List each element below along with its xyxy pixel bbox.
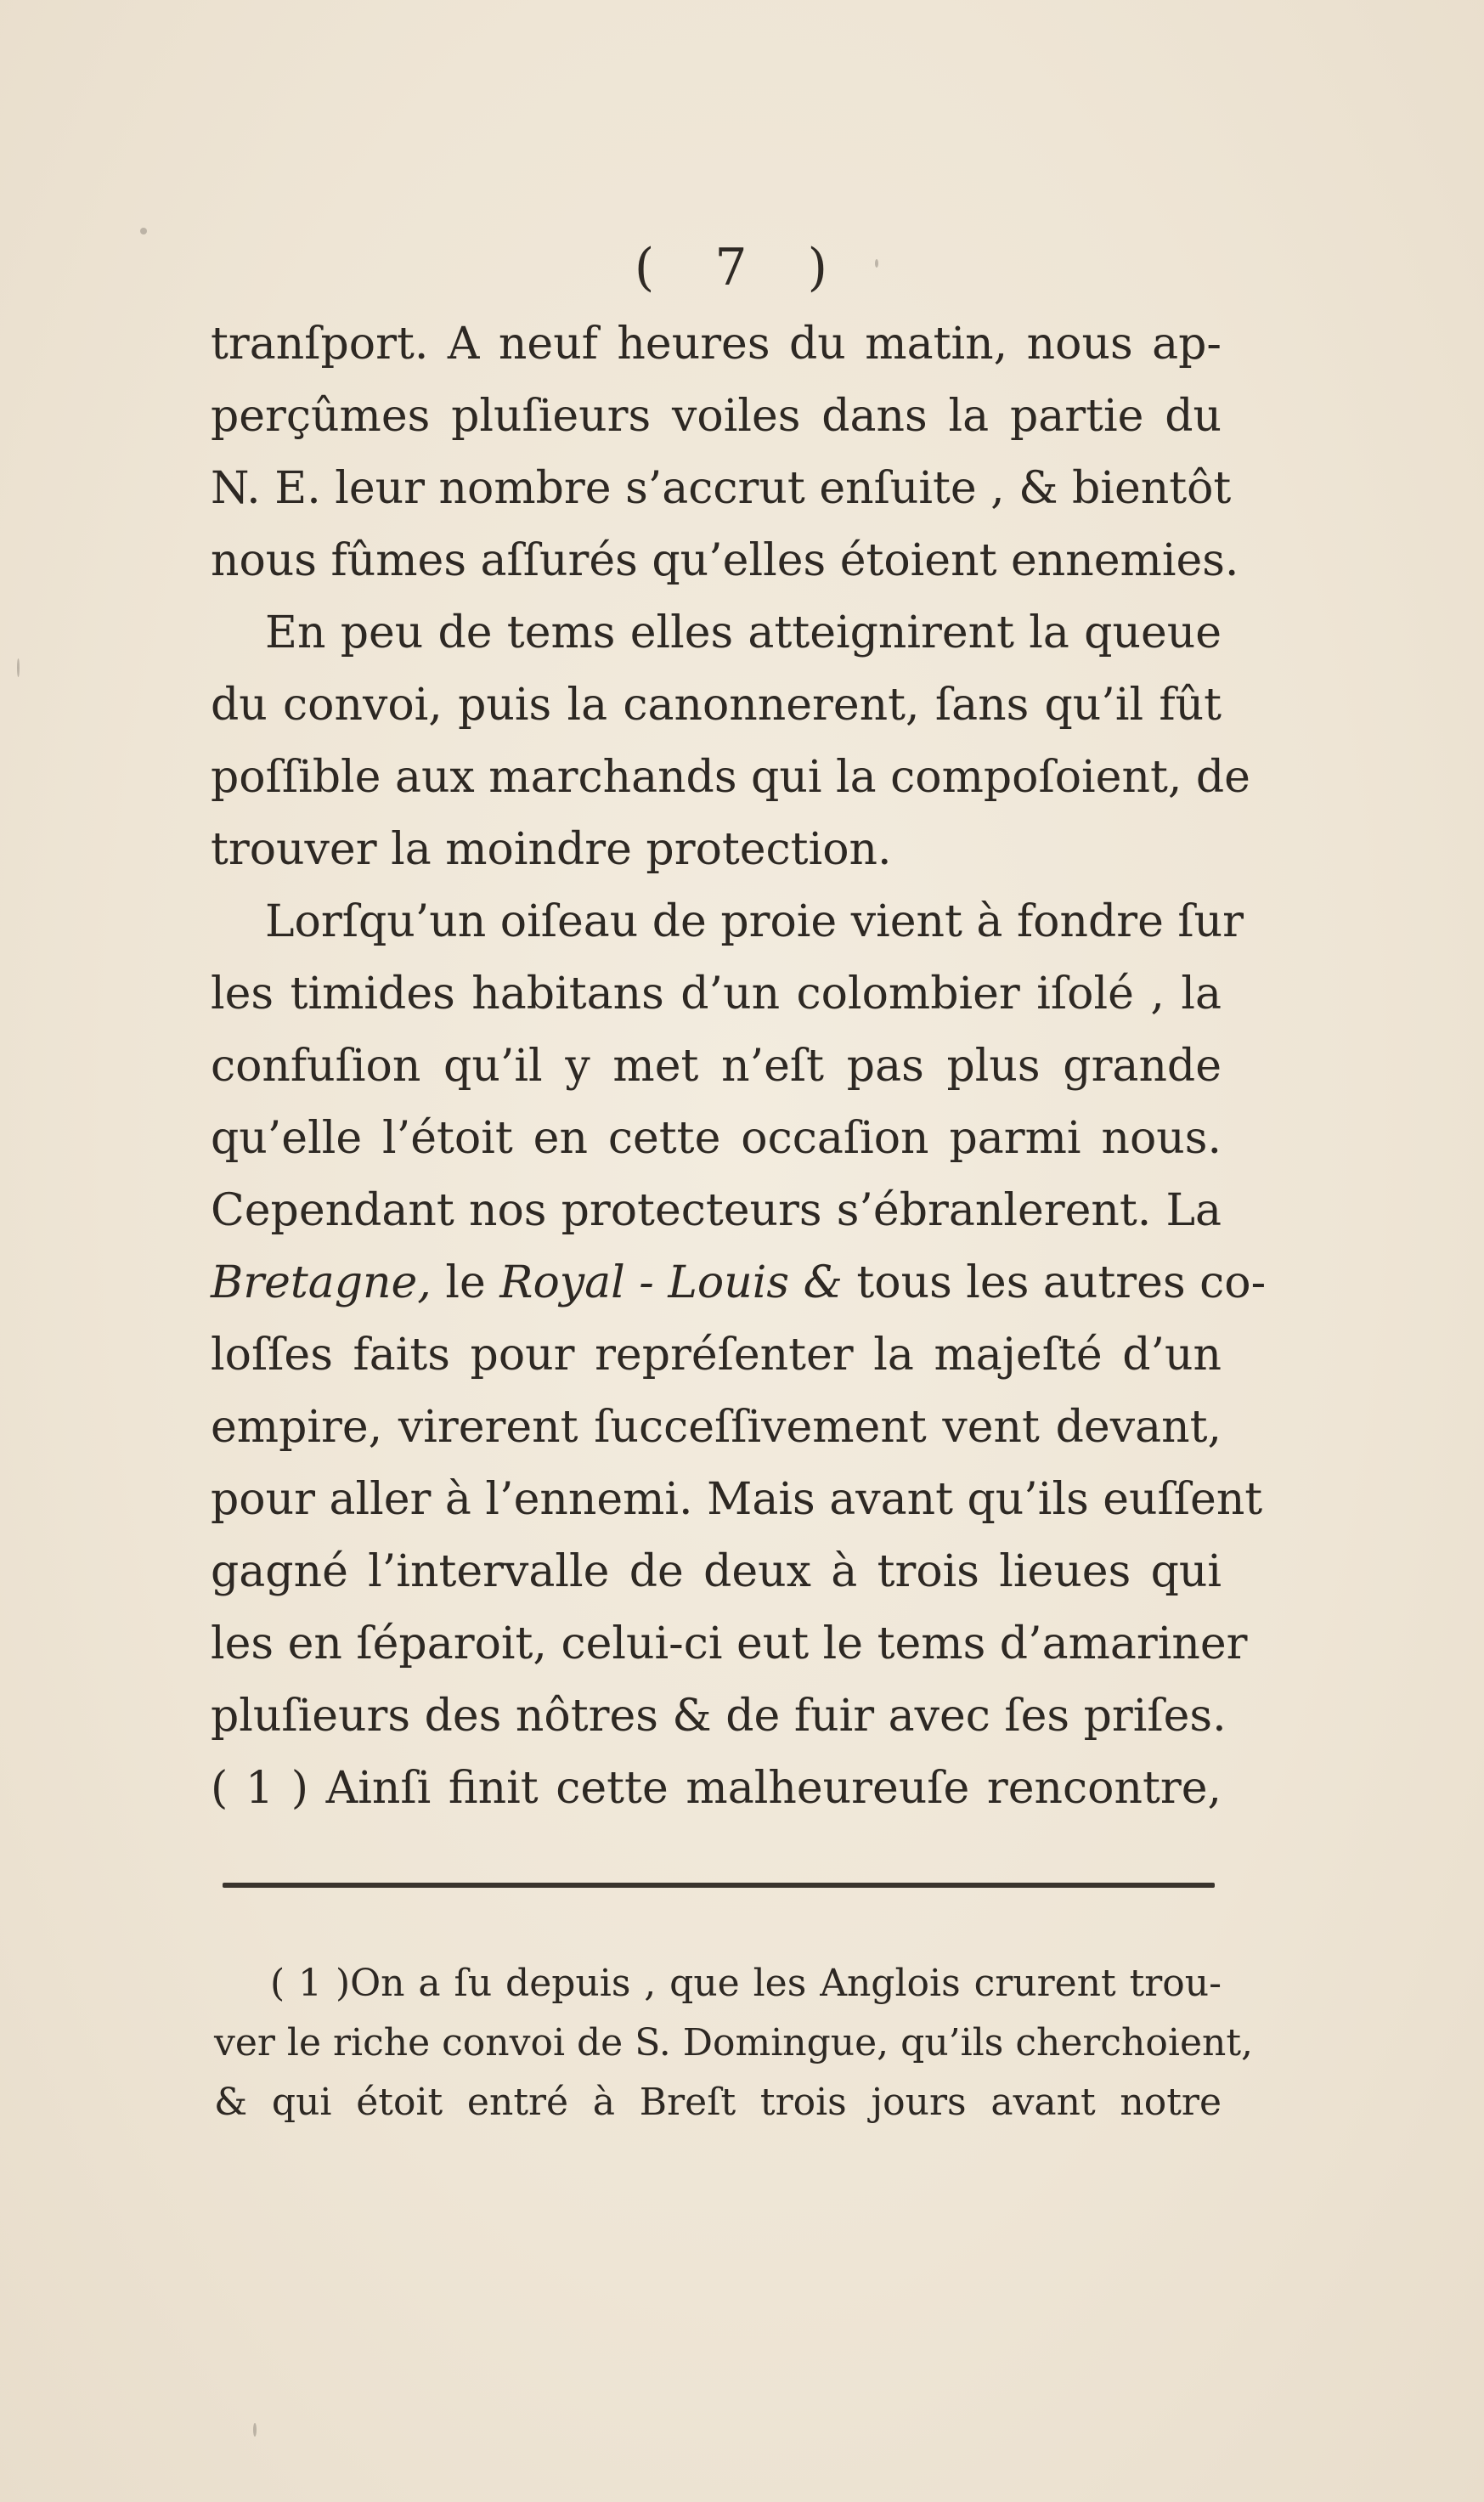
footnote-line: & qui étoit entré à Breſt trois jours avant notre — [214, 2081, 1222, 2124]
text-line-mixed — [211, 1247, 1267, 1319]
text-line: pluſieurs des nôtres & de fuir avec ſes priſes. — [211, 1691, 1227, 1742]
text-line: trouver la moindre protection. — [211, 824, 892, 875]
text-line: les timides habitans d’un colombier iſolé , la — [211, 969, 1222, 1019]
text-fragment: le — [445, 1257, 486, 1308]
text-line: nous fûmes aſſurés qu’elles étoient ennemies. — [211, 535, 1239, 586]
ship-name-bretagne: Bretagne, — [211, 1257, 432, 1308]
paper-speck — [875, 259, 878, 268]
footnote-line: ( 1 )On a ſu depuis , que les Anglois crurent trou- — [270, 1962, 1222, 2005]
paper-speck — [140, 228, 147, 234]
text-line: poſſible aux marchands qui la compoſoient, de — [211, 752, 1250, 803]
paper-speck — [253, 2423, 257, 2437]
text-line: pour aller à l’ennemi. Mais avant qu’ils euſſent — [211, 1474, 1263, 1525]
text-line: loſſes faits pour repréſenter la majeſté d’un — [211, 1330, 1222, 1381]
text-line: qu’elle l’étoit en cette occaſion parmi nous. — [211, 1113, 1222, 1164]
text-line: Lorſqu’un oiſeau de proie vient à fondre ſur — [265, 896, 1244, 947]
footnote — [214, 1954, 1253, 2132]
text-line: En peu de tems elles atteignirent la queue — [265, 607, 1222, 658]
paper-speck — [17, 658, 20, 677]
text-line: Cependant nos protecteurs s’ébranlerent. La — [211, 1185, 1222, 1236]
footnote-divider — [223, 1883, 1215, 1888]
page-number-header: ( 7 ) — [634, 238, 850, 297]
text-line: perçûmes pluſieurs voiles dans la partie du — [211, 391, 1222, 442]
text-fragment: tous les autres co- — [856, 1257, 1267, 1308]
text-line: les en ſéparoit, celui-ci eut le tems d’amariner — [211, 1618, 1248, 1669]
main-text — [211, 308, 1267, 1825]
footnote-line: ver le riche convoi de S. Domingue, qu’ils cherchoient, — [214, 2021, 1253, 2064]
text-line: N. E. leur nombre s’accrut enſuite , & bientôt — [211, 463, 1232, 514]
text-line: gagné l’intervalle de deux à trois lieues qui — [211, 1546, 1222, 1597]
text-line: ( 1 ) Ainſi finit cette malheureuſe rencontre, — [211, 1763, 1222, 1814]
text-line: du convoi, puis la canonnerent, ſans qu’il fût — [211, 680, 1222, 731]
text-line: confuſion qu’il y met n’eſt pas plus grande — [211, 1041, 1222, 1092]
text-line: empire, virerent ſucceſſivement vent devant, — [211, 1402, 1222, 1453]
text-line: tranſport. A neuf heures du matin, nous ap- — [211, 319, 1222, 370]
ship-name-royal-louis: Royal - Louis & — [499, 1257, 843, 1308]
